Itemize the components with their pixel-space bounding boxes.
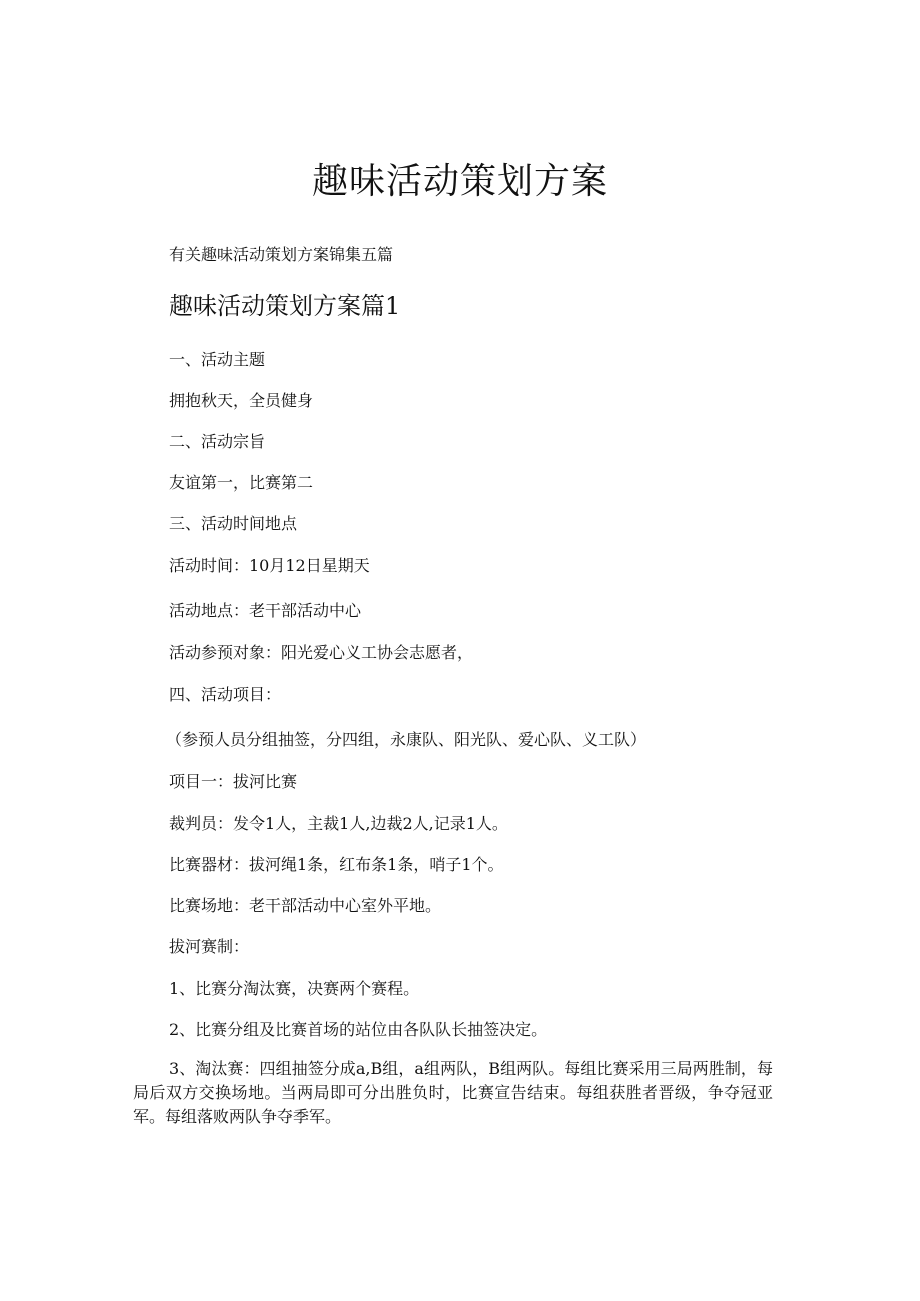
referees-text: 裁判员：发令1人，主裁1人,边裁2人,记录1人。 [169,814,508,833]
document-subtitle: 有关趣味活动策划方案锦集五篇 [169,245,394,264]
item-one-title: 项目一：拔河比赛 [169,772,298,791]
rule-two-text: 2、比赛分组及比赛首场的站位由各队队长抽签决定。 [169,1020,548,1039]
activity-theme-text: 拥抱秋天，全员健身 [169,391,314,410]
section-heading: 趣味活动策划方案篇1 [169,292,401,320]
equipment-text: 比赛器材：拔河绳1条，红布条1条，哨子1个。 [169,855,504,874]
heading-activity-purpose: 二、活动宗旨 [169,432,266,451]
activity-location-text: 活动地点：老干部活动中心 [169,601,362,620]
activity-time-text: 活动时间：10月12日星期天 [169,556,370,575]
tug-of-war-rules-heading: 拔河赛制： [169,937,250,956]
activity-participants-text: 活动参预对象：阳光爱心义工协会志愿者， [169,643,474,662]
heading-activity-theme: 一、活动主题 [169,350,266,369]
rule-three-paragraph: 3、淘汰赛：四组抽签分成a,B组，a组两队，B组两队。每组比赛采用三局两胜制，每局后双方交换场地。当两局即可分出胜负时，比赛宣告结束。每组获胜者晋级，争夺冠亚军。每组落败两队争夺季军。 [133,1059,773,1126]
rule-one-text: 1、比赛分淘汰赛，决赛两个赛程。 [169,979,420,998]
heading-time-location: 三、活动时间地点 [169,514,298,533]
activity-purpose-text: 友谊第一，比赛第二 [169,473,314,492]
grouping-note: （参预人员分组抽签，分四组，永康队、阳光队、爱心队、义工队） [166,730,647,749]
heading-activity-items: 四、活动项目： [169,685,282,704]
document-title: 趣味活动策划方案 [311,161,608,202]
venue-text: 比赛场地：老干部活动中心室外平地。 [169,896,442,915]
